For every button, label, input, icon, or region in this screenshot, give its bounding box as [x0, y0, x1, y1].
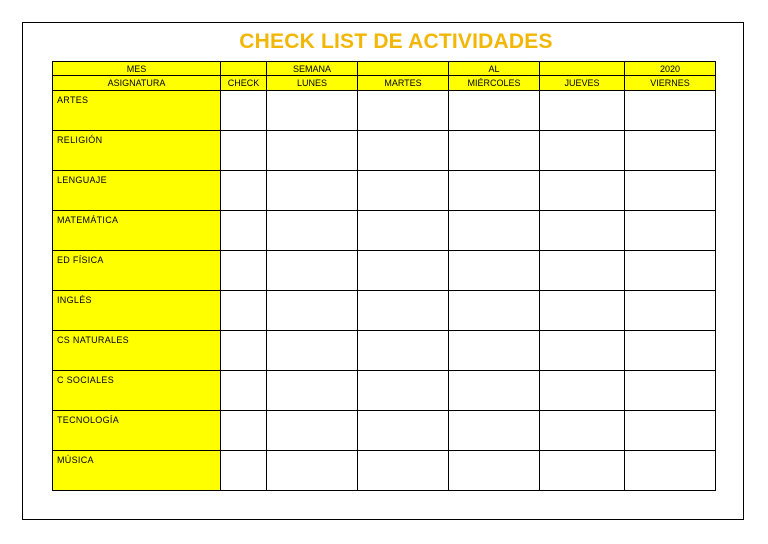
- subject-label: C SOCIALES: [53, 371, 221, 411]
- wednesday-cell[interactable]: [449, 211, 540, 251]
- thursday-cell[interactable]: [540, 131, 625, 171]
- subject-label: TECNOLOGÍA: [53, 411, 221, 451]
- column-header-wednesday: MIÉRCOLES: [449, 76, 540, 91]
- column-header-thursday: JUEVES: [540, 76, 625, 91]
- tuesday-cell[interactable]: [358, 91, 449, 131]
- tuesday-cell[interactable]: [358, 411, 449, 451]
- check-cell[interactable]: [221, 91, 267, 131]
- friday-cell[interactable]: [625, 411, 716, 451]
- tuesday-cell[interactable]: [358, 291, 449, 331]
- monday-cell[interactable]: [267, 331, 358, 371]
- tuesday-cell[interactable]: [358, 211, 449, 251]
- page-title: CHECK LIST DE ACTIVIDADES: [239, 30, 553, 53]
- subject-label: ARTES: [53, 91, 221, 131]
- check-cell[interactable]: [221, 251, 267, 291]
- check-cell[interactable]: [221, 291, 267, 331]
- monday-cell[interactable]: [267, 131, 358, 171]
- check-cell[interactable]: [221, 331, 267, 371]
- friday-cell[interactable]: [625, 451, 716, 491]
- thursday-cell[interactable]: [540, 331, 625, 371]
- column-header-monday: LUNES: [267, 76, 358, 91]
- wednesday-cell[interactable]: [449, 331, 540, 371]
- column-header-tuesday: MARTES: [358, 76, 449, 91]
- check-cell[interactable]: [221, 211, 267, 251]
- monday-cell[interactable]: [267, 291, 358, 331]
- table-row: [53, 171, 716, 211]
- tuesday-cell[interactable]: [358, 251, 449, 291]
- wednesday-cell[interactable]: [449, 131, 540, 171]
- wednesday-cell[interactable]: [449, 291, 540, 331]
- wednesday-cell[interactable]: [449, 411, 540, 451]
- check-cell[interactable]: [221, 131, 267, 171]
- tuesday-cell[interactable]: [358, 171, 449, 211]
- table-row: [53, 211, 716, 251]
- tuesday-cell[interactable]: [358, 451, 449, 491]
- subject-label: CS NATURALES: [53, 331, 221, 371]
- friday-cell[interactable]: [625, 291, 716, 331]
- header-week-from[interactable]: [358, 62, 449, 76]
- tuesday-cell[interactable]: [358, 131, 449, 171]
- column-header-subject: ASIGNATURA: [53, 76, 221, 91]
- table-row: [53, 91, 716, 131]
- thursday-cell[interactable]: [540, 211, 625, 251]
- monday-cell[interactable]: [267, 451, 358, 491]
- check-cell[interactable]: [221, 171, 267, 211]
- monday-cell[interactable]: [267, 411, 358, 451]
- thursday-cell[interactable]: [540, 291, 625, 331]
- subject-label: ED FÍSICA: [53, 251, 221, 291]
- wednesday-cell[interactable]: [449, 91, 540, 131]
- subject-label: MATEMÁTICA: [53, 211, 221, 251]
- table-row: [53, 131, 716, 171]
- thursday-cell[interactable]: [540, 411, 625, 451]
- friday-cell[interactable]: [625, 91, 716, 131]
- header-year: 2020: [625, 62, 716, 76]
- column-header-check: CHECK: [221, 76, 267, 91]
- header-week-to[interactable]: [540, 62, 625, 76]
- friday-cell[interactable]: [625, 171, 716, 211]
- tuesday-cell[interactable]: [358, 331, 449, 371]
- subject-label: LENGUAJE: [53, 171, 221, 211]
- tuesday-cell[interactable]: [358, 371, 449, 411]
- header-month: MES: [53, 62, 221, 76]
- monday-cell[interactable]: [267, 171, 358, 211]
- header-row-period: [53, 62, 716, 76]
- monday-cell[interactable]: [267, 91, 358, 131]
- thursday-cell[interactable]: [540, 171, 625, 211]
- subject-label: RELIGIÓN: [53, 131, 221, 171]
- table-row: [53, 371, 716, 411]
- checklist-table: [52, 61, 716, 491]
- thursday-cell[interactable]: [540, 251, 625, 291]
- friday-cell[interactable]: [625, 211, 716, 251]
- header-month-value[interactable]: [221, 62, 267, 76]
- friday-cell[interactable]: [625, 251, 716, 291]
- wednesday-cell[interactable]: [449, 251, 540, 291]
- wednesday-cell[interactable]: [449, 171, 540, 211]
- monday-cell[interactable]: [267, 211, 358, 251]
- friday-cell[interactable]: [625, 131, 716, 171]
- subject-label: MÚSICA: [53, 451, 221, 491]
- check-cell[interactable]: [221, 451, 267, 491]
- header-week: SEMANA: [267, 62, 358, 76]
- table-row: [53, 331, 716, 371]
- friday-cell[interactable]: [625, 331, 716, 371]
- friday-cell[interactable]: [625, 371, 716, 411]
- table-row: [53, 411, 716, 451]
- wednesday-cell[interactable]: [449, 451, 540, 491]
- wednesday-cell[interactable]: [449, 371, 540, 411]
- subject-label: INGLÉS: [53, 291, 221, 331]
- monday-cell[interactable]: [267, 251, 358, 291]
- check-cell[interactable]: [221, 411, 267, 451]
- table-row: [53, 451, 716, 491]
- header-to: AL: [449, 62, 540, 76]
- table-row: [53, 251, 716, 291]
- header-row-columns: [53, 76, 716, 91]
- monday-cell[interactable]: [267, 371, 358, 411]
- column-header-friday: VIERNES: [625, 76, 716, 91]
- thursday-cell[interactable]: [540, 451, 625, 491]
- check-cell[interactable]: [221, 371, 267, 411]
- thursday-cell[interactable]: [540, 371, 625, 411]
- table-row: [53, 291, 716, 331]
- thursday-cell[interactable]: [540, 91, 625, 131]
